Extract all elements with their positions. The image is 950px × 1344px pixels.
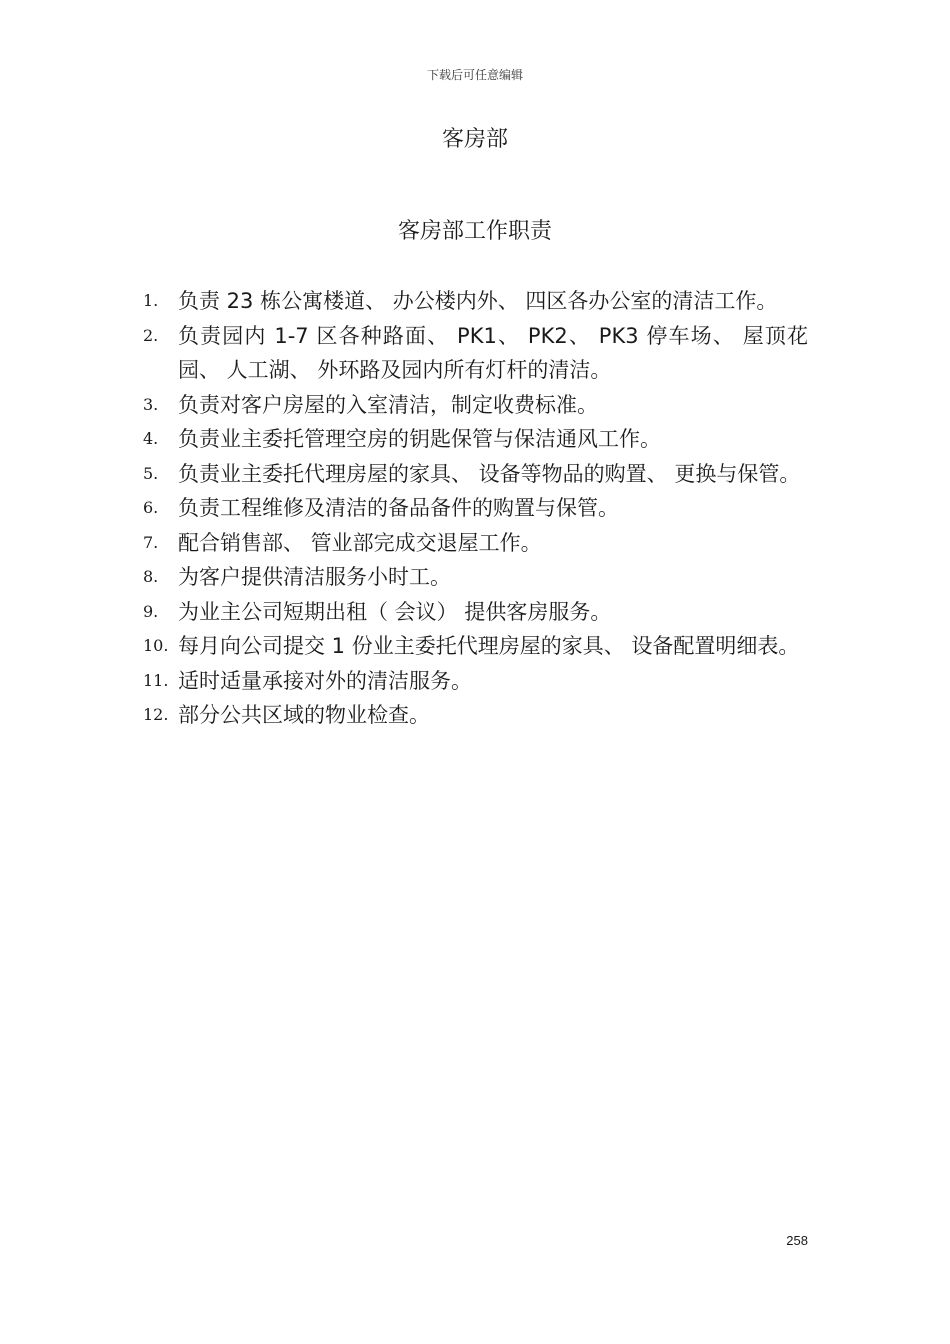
section-title: 客房部工作职责 (397, 219, 552, 244)
duty-text: 负责园内 1-7 区各种路面、 PK1、 PK2、 PK3 停车场、 屋顶花园、 人工湖、 外环路及园内所有灯杆的清洁。 (178, 323, 808, 382)
department-title: 客房部 (441, 127, 508, 152)
duty-text: 配合销售部、 管业部完成交退屋工作。 (178, 530, 542, 555)
duty-item-1 (143, 284, 808, 319)
duty-item-7 (143, 526, 808, 561)
duty-text: 负责工程维修及清洁的备品备件的购置与保管。 (178, 496, 619, 520)
duty-number: 4. (143, 429, 159, 448)
duty-item-8 (143, 560, 808, 595)
duty-text: 为客户提供清洁服务小时工。 (178, 565, 451, 589)
duty-item-10 (143, 629, 808, 664)
duty-text: 部分公共区域的物业检查。 (178, 703, 430, 727)
duty-text: 负责 23 栋公寓楼道、 办公楼内外、 四区各办公室的清洁工作。 (178, 289, 778, 313)
duty-text: 适时适量承接对外的清洁服务。 (178, 668, 472, 693)
duty-number: 1. (143, 291, 159, 310)
duty-item-6 (143, 491, 808, 526)
duty-number: 9. (143, 601, 159, 621)
duty-list (143, 284, 808, 733)
duty-item-5 (143, 457, 808, 492)
duty-number: 11. (143, 670, 169, 690)
header-note: 下载后可任意编辑 (426, 68, 523, 82)
duty-number: 6. (143, 498, 159, 517)
duty-text: 负责业主委托代理房屋的家具、 设备等物品的购置、 更换与保管。 (178, 461, 801, 486)
duty-number: 2. (143, 325, 159, 345)
duty-item-9 (143, 595, 808, 630)
duty-item-2 (143, 319, 808, 388)
page-number: 258 (786, 1233, 808, 1248)
duty-number: 5. (143, 463, 159, 483)
duty-text: 负责业主委托管理空房的钥匙保管与保洁通风工作。 (178, 427, 661, 451)
duty-number: 10. (143, 636, 169, 655)
duty-item-4 (143, 422, 808, 457)
duty-text: 负责对客户房屋的入室清洁，制定收费标准。 (178, 392, 598, 417)
duty-number: 3. (143, 394, 159, 414)
duty-item-3 (143, 388, 808, 423)
duty-item-11 (143, 664, 808, 699)
duty-item-12 (143, 698, 808, 733)
duty-number: 7. (143, 532, 159, 552)
duty-text: 为业主公司短期出租（ 会议） 提供客房服务。 (178, 599, 612, 624)
duty-number: 12. (143, 705, 169, 724)
duty-number: 8. (143, 567, 159, 586)
duty-text: 每月向公司提交 1 份业主委托代理房屋的家具、 设备配置明细表。 (178, 634, 800, 658)
